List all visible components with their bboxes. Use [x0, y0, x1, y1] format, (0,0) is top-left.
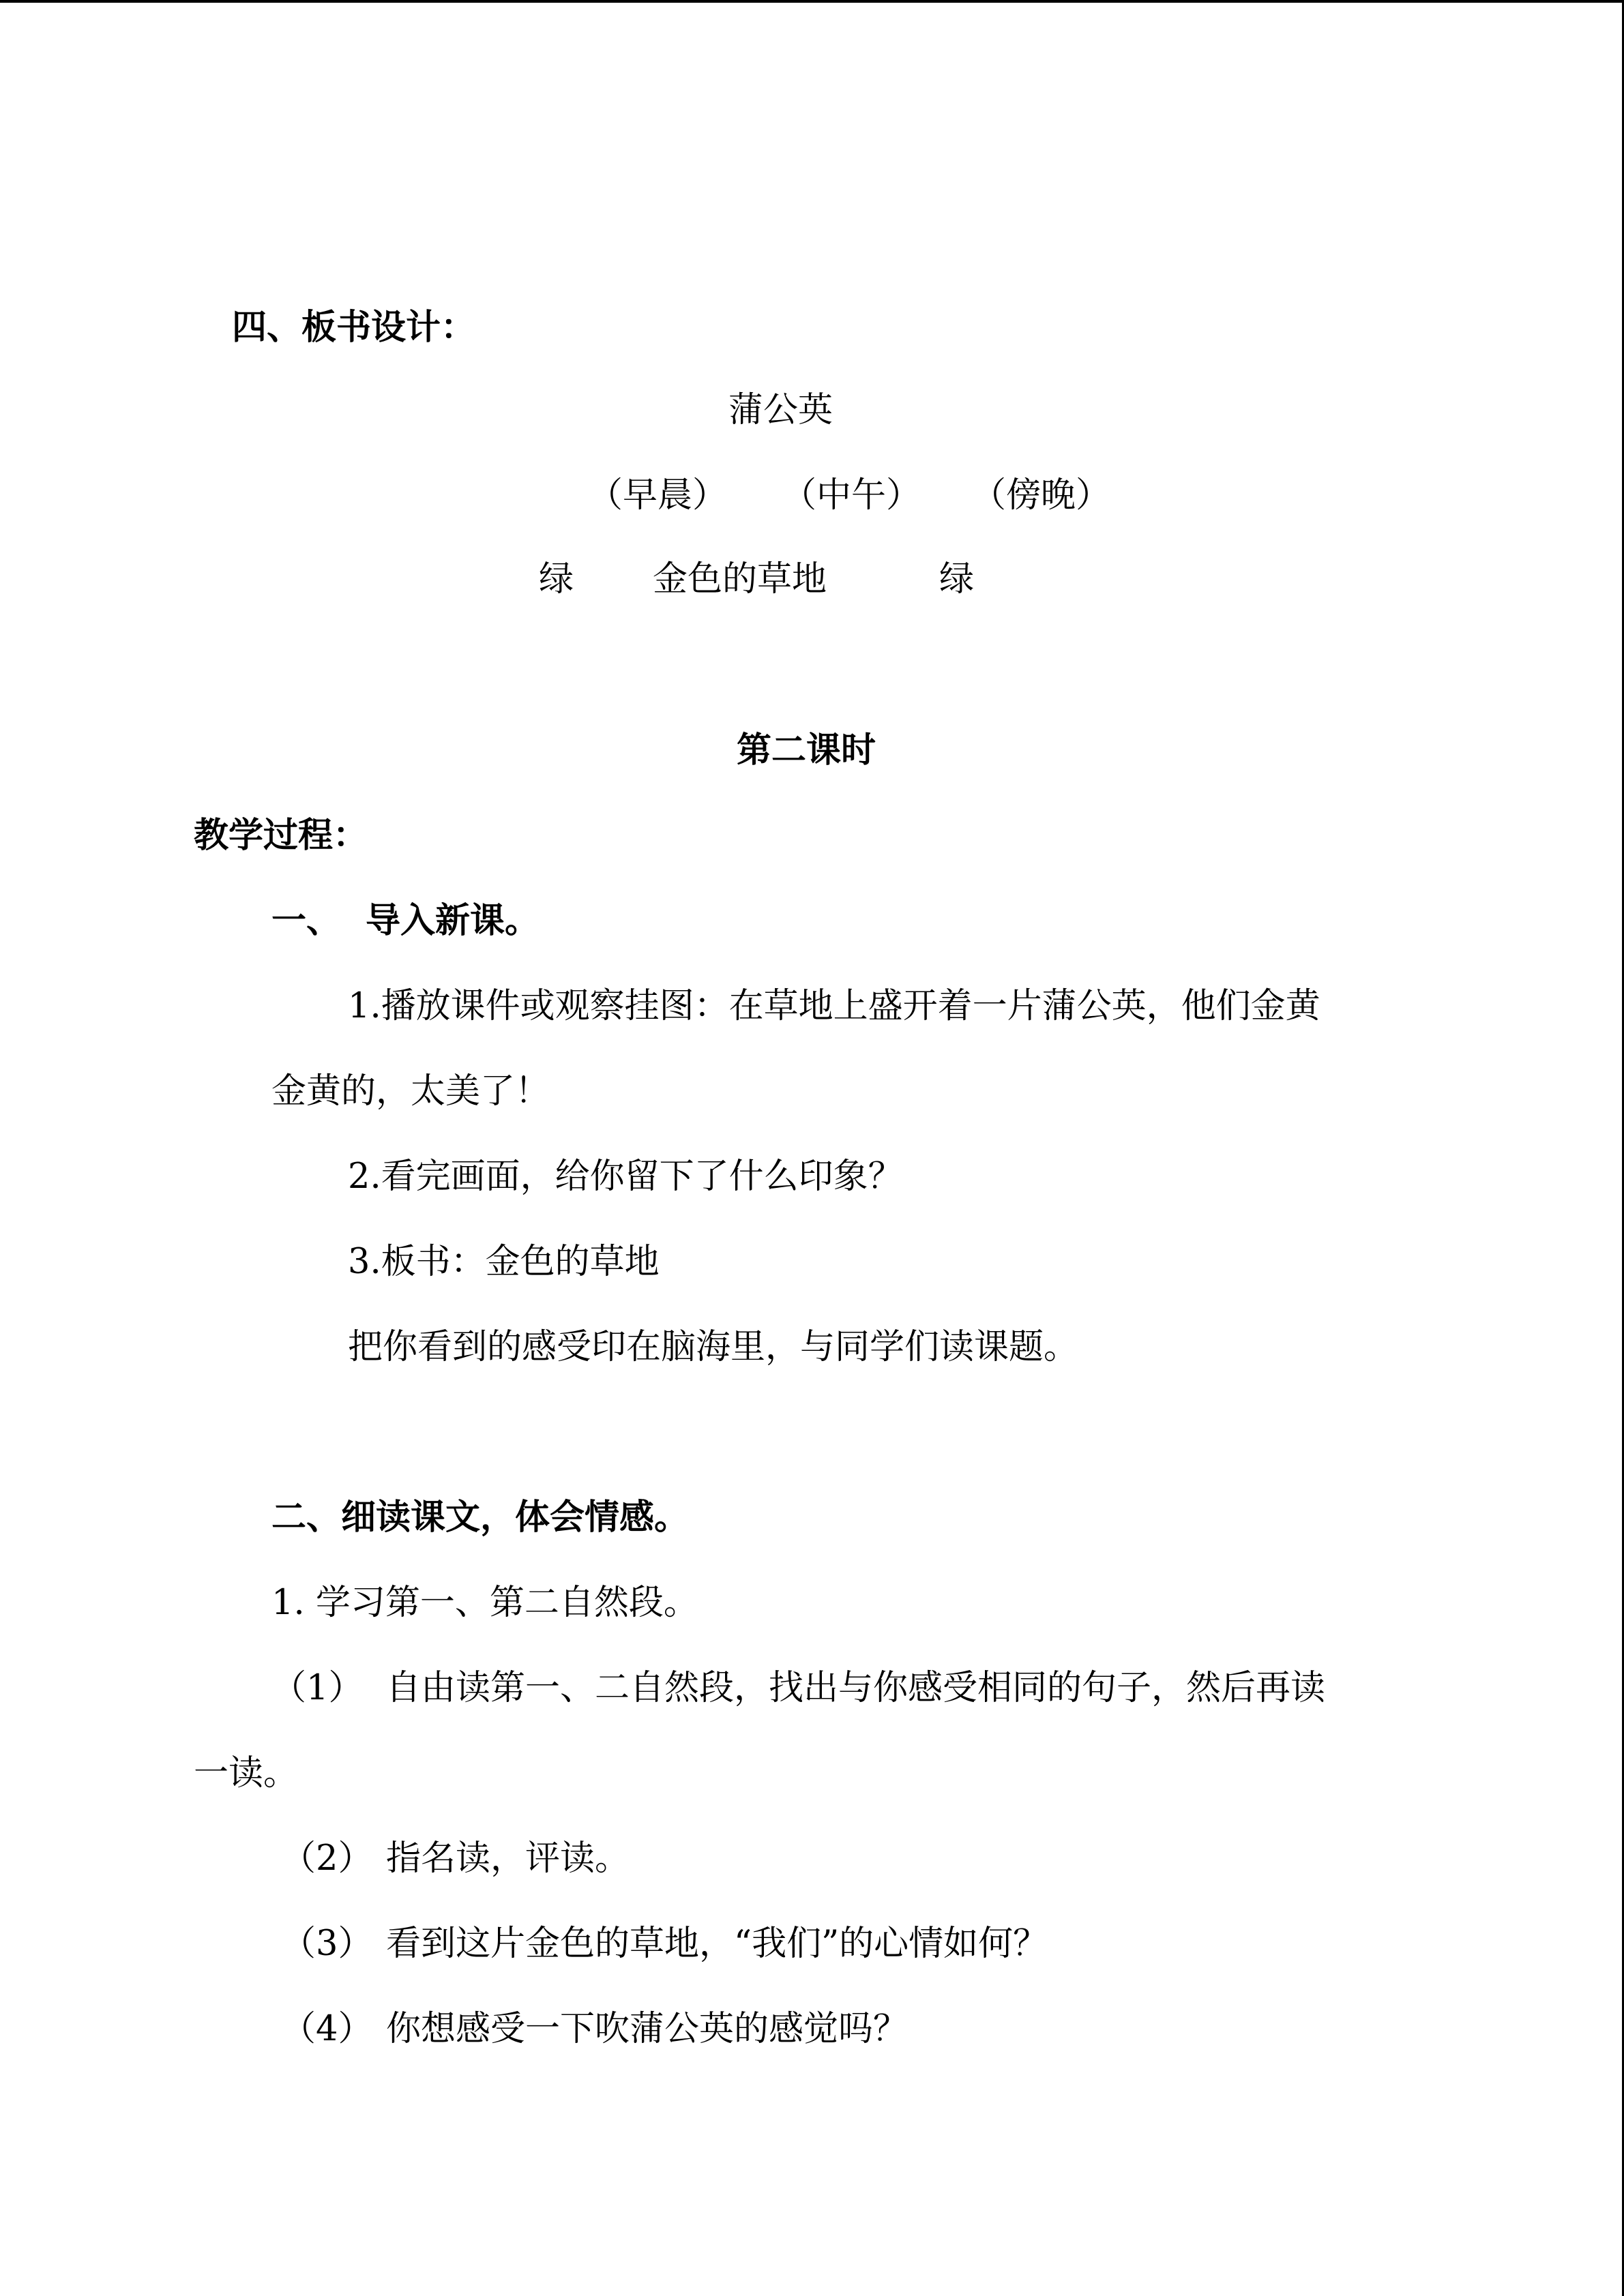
- part1-item1-line2: 金黄的，太美了！: [271, 1071, 550, 1112]
- board-design-heading: 四、板书设计：: [232, 308, 476, 348]
- question3-number: （3）: [281, 1924, 373, 1964]
- board-time-evening: （傍晚）: [971, 475, 1111, 516]
- board-time-morning: （早晨）: [588, 475, 728, 516]
- part2-sub1: 1. 学习第一、第二自然段。: [271, 1583, 698, 1623]
- question1-number: （1）: [271, 1668, 364, 1708]
- part1-heading-text: 导入新课。: [366, 901, 540, 941]
- board-title: 蒲公英: [728, 390, 833, 430]
- question4-number: （4）: [281, 2009, 373, 2049]
- question4-text: 你想感受一下吹蒲公英的感觉吗？: [386, 2009, 909, 2049]
- part1-item3: 3.板书：金色的草地: [348, 1242, 660, 1282]
- part1-item4: 把你看到的感受印在脑海里，与同学们读课题。: [348, 1327, 1079, 1367]
- board-time-noon: （中午）: [782, 475, 921, 516]
- question2-text: 指名读，评读。: [386, 1838, 630, 1879]
- lesson-title: 第二课时: [737, 730, 876, 771]
- part1-item1-line1: 1.播放课件或观察挂图：在草地上盛开着一片蒲公英，他们金黄: [348, 986, 1320, 1026]
- part2-heading: 二、细读课文，体会情感。: [271, 1497, 690, 1538]
- question3-text: 看到这片金色的草地，“我们”的心情如何？: [386, 1924, 1048, 1964]
- question1-line2: 一读。: [194, 1753, 299, 1793]
- page-top-border: [0, 0, 1624, 3]
- board-color-middle: 金色的草地: [653, 559, 827, 599]
- process-heading: 教学过程：: [194, 816, 368, 856]
- part1-item2: 2.看完画面，给你留下了什么印象？: [348, 1157, 903, 1197]
- board-color-left: 绿: [539, 559, 574, 599]
- part1-heading-number: 一、: [271, 901, 342, 941]
- question1-line1: 自由读第一、二自然段，找出与你感受相同的句子，然后再读: [386, 1668, 1326, 1708]
- question2-number: （2）: [281, 1838, 373, 1879]
- board-color-right: 绿: [939, 559, 975, 599]
